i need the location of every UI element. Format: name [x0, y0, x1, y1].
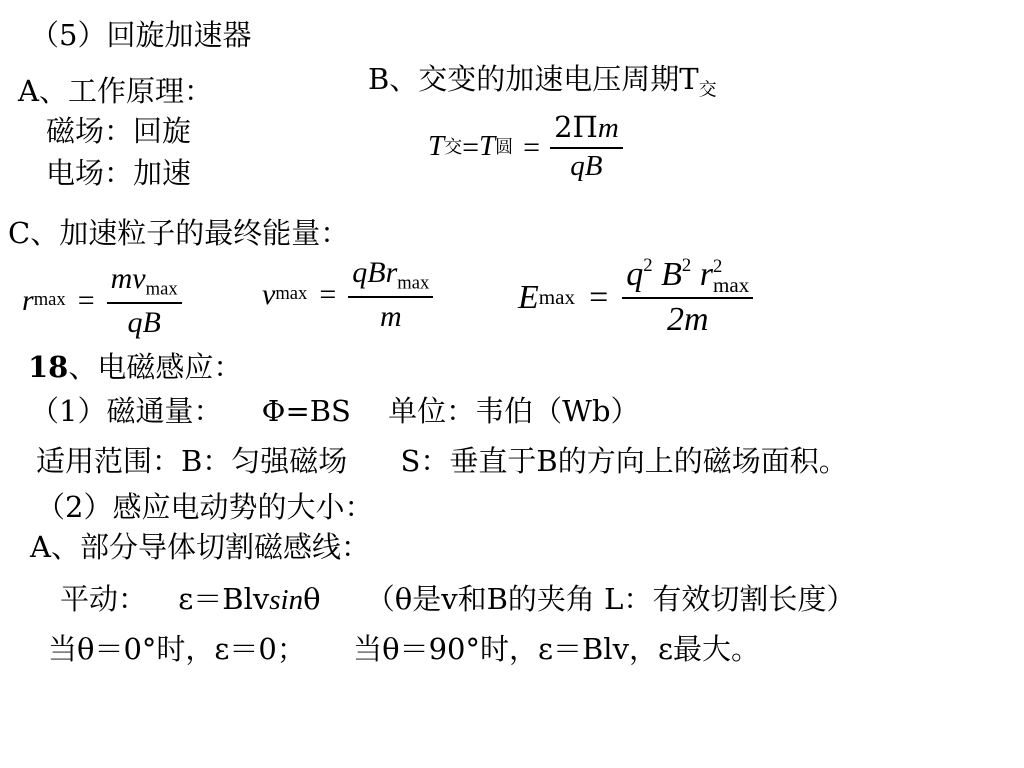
vmax-num-subscript: max: [397, 272, 430, 294]
case-ninety: 当θ＝90°时，ε＝Blv，ε最大。: [353, 632, 760, 666]
emax-formula: [518, 256, 753, 339]
rmax-formula: [22, 262, 182, 339]
emax-num-b: B: [661, 256, 682, 294]
scope-line: [36, 446, 848, 478]
equals-sign: =: [523, 130, 541, 164]
rmax-num-subscript: max: [145, 278, 178, 300]
cases-line: [48, 634, 760, 666]
equals-sign: =: [319, 277, 337, 311]
electric-field-line: 电场：加速: [46, 156, 192, 190]
formula-theta: θ: [303, 582, 321, 616]
flux-label: （1）磁通量：: [30, 394, 223, 428]
voltage-period-text: B、交变的加速电压周期T: [368, 62, 699, 96]
period-t-circle-subscript: 圆: [495, 136, 514, 158]
equals-sign: =: [462, 130, 480, 164]
q-squared: 2: [643, 255, 653, 276]
vmax-lhs-subscript: max: [275, 283, 308, 305]
vmax-lhs: v: [262, 277, 276, 311]
vmax-formula: [262, 256, 433, 333]
case-zero: 当θ＝0°时，ε＝0；: [48, 632, 306, 666]
working-principle-heading: A、工作原理：: [18, 74, 213, 108]
rmax-denominator: qB: [127, 305, 161, 339]
em-induction-text: 、电磁感应：: [68, 350, 243, 384]
period-t-alt: T: [428, 130, 445, 163]
voltage-period-heading: [368, 64, 717, 100]
emax-num-subscript: max: [712, 273, 750, 298]
rmax-lhs-subscript: max: [33, 289, 66, 311]
flux-unit: 单位：韦伯（Wb）: [388, 394, 640, 428]
rmax-lhs: r: [22, 283, 34, 317]
period-numerator: [550, 112, 623, 149]
voltage-period-subscript: 交: [698, 79, 717, 101]
translation-label: 平动：: [60, 582, 148, 616]
cutting-heading: A、部分导体切割磁感线：: [30, 530, 370, 564]
scope-b: 适用范围：B：匀强磁场: [36, 444, 348, 478]
emax-numerator: [622, 256, 753, 299]
section-title: （5）回旋加速器: [30, 18, 252, 52]
vmax-denominator: m: [379, 299, 402, 333]
magnetic-field-line: 磁场：回旋: [46, 114, 192, 148]
final-energy-heading: C、加速粒子的最终能量：: [8, 216, 350, 250]
r-squared: 2: [712, 256, 723, 278]
vmax-num-qbr: qBr: [352, 256, 398, 289]
flux-line: [30, 396, 640, 428]
translation-line: [60, 584, 855, 617]
formula-main: ε＝Blv: [178, 582, 270, 616]
period-denominator: qB: [570, 149, 603, 182]
emax-num-q: q: [626, 256, 644, 294]
period-fraction: [550, 112, 623, 183]
rmax-numerator: [107, 262, 182, 304]
emf-heading: （2）感应电动势的大小：: [36, 490, 374, 524]
period-t-alt-subscript: 交: [444, 136, 463, 158]
em-induction-heading: [28, 352, 242, 384]
translation-note: （θ是v和B的夹角 L：有效切割长度）: [365, 582, 856, 616]
emax-fraction: [622, 256, 753, 339]
flux-formula: Φ=BS: [261, 394, 351, 428]
translation-formula: [178, 582, 320, 616]
rmax-fraction: [107, 262, 182, 339]
vmax-fraction: [348, 256, 433, 333]
period-formula: [428, 112, 623, 183]
equals-sign: =: [77, 283, 95, 317]
formula-sin: sin: [269, 584, 304, 616]
period-t-circle: T: [479, 130, 496, 163]
emax-denominator: 2m: [666, 301, 709, 339]
b-squared: 2: [681, 255, 692, 276]
scope-s: S：垂直于B的方向上的磁场面积。: [400, 444, 848, 478]
em-induction-number: 18: [28, 350, 69, 384]
pi-symbol: Π: [572, 110, 598, 144]
numerator-two: 2: [554, 110, 573, 144]
vmax-numerator: [348, 256, 433, 298]
equals-sign: =: [589, 278, 609, 316]
emax-lhs-subscript: max: [538, 284, 576, 309]
rmax-num-mv: mv: [110, 262, 146, 295]
emax-num-r: r: [699, 256, 713, 294]
mass-symbol: m: [597, 112, 619, 144]
emax-lhs: E: [518, 278, 539, 316]
